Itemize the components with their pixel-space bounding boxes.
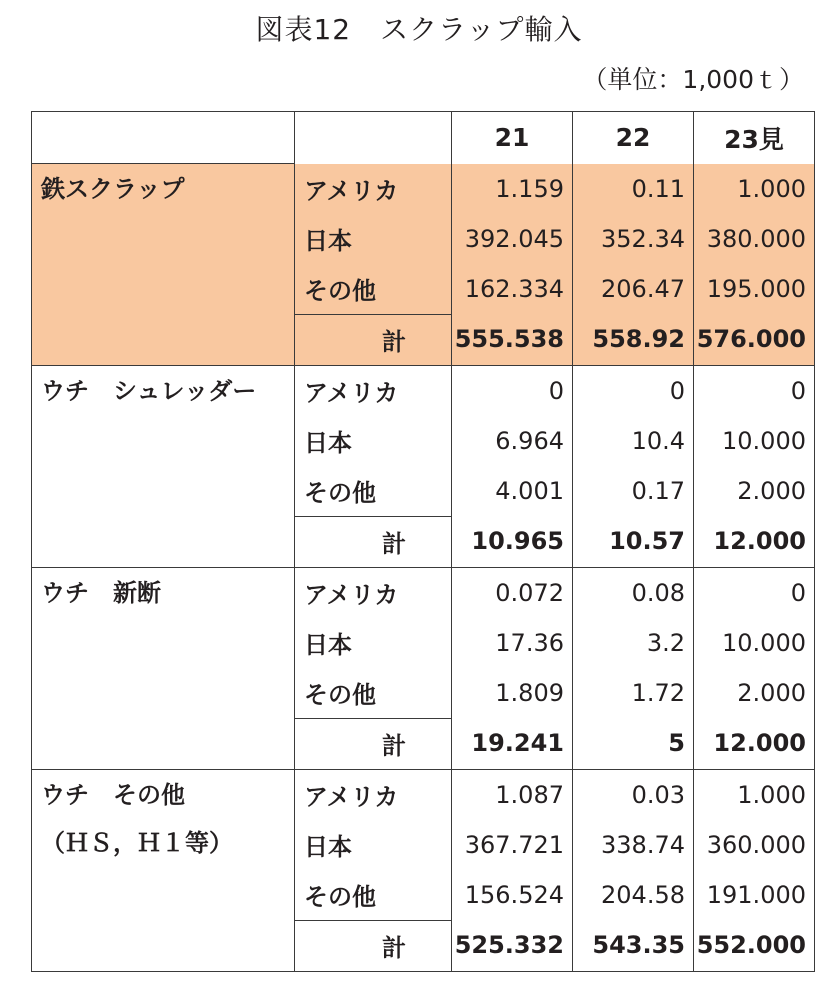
- value-cell: 352.34: [573, 214, 694, 264]
- value-cell: 380.000: [694, 214, 815, 264]
- value-cell: 10.000: [694, 618, 815, 668]
- value-cell: 204.58: [573, 870, 694, 921]
- category-label: ウチ シュレッダー: [41, 376, 257, 405]
- category-cell: [32, 164, 295, 366]
- table-row: [32, 769, 815, 820]
- table-row: [32, 164, 815, 214]
- value-cell: 4.001: [452, 466, 573, 517]
- total-label: 計: [295, 314, 452, 365]
- total-label: 計: [295, 516, 452, 567]
- category-cell: [32, 567, 295, 769]
- category-label: ウチ その他: [41, 780, 185, 809]
- total-label: 計: [295, 718, 452, 769]
- value-cell: 0: [573, 365, 694, 416]
- header-blank-cell: [295, 112, 452, 164]
- value-cell: 0.11: [573, 164, 694, 214]
- category-label-block: [32, 366, 294, 406]
- category-label-block: [32, 568, 294, 608]
- total-value-cell: 555.538: [452, 314, 573, 365]
- scrap-import-table: [31, 111, 815, 972]
- total-value-cell: 552.000: [694, 920, 815, 971]
- total-value-cell: 5: [573, 718, 694, 769]
- value-cell: 162.334: [452, 264, 573, 315]
- value-cell: 1.087: [452, 769, 573, 820]
- total-value-cell: 558.92: [573, 314, 694, 365]
- total-value-cell: 543.35: [573, 920, 694, 971]
- origin-label: その他: [295, 466, 452, 517]
- category-label: 鉄スクラップ: [41, 175, 185, 203]
- value-cell: 10.4: [573, 416, 694, 466]
- value-cell: 0: [694, 567, 815, 618]
- table-row: [32, 567, 815, 618]
- column-header: 23見: [694, 112, 815, 164]
- value-cell: 0: [452, 365, 573, 416]
- value-cell: 1.000: [694, 769, 815, 820]
- total-label: 計: [295, 920, 452, 971]
- total-value-cell: 525.332: [452, 920, 573, 971]
- value-cell: 1.809: [452, 668, 573, 719]
- total-value-cell: 10.965: [452, 516, 573, 567]
- value-cell: 360.000: [694, 820, 815, 870]
- category-label-line2: （ＨＳ，Ｈ１等）: [41, 828, 233, 857]
- value-cell: 191.000: [694, 870, 815, 921]
- value-cell: 0.08: [573, 567, 694, 618]
- column-header: 22: [573, 112, 694, 164]
- origin-label: その他: [295, 264, 452, 315]
- origin-label: その他: [295, 668, 452, 719]
- value-cell: 1.000: [694, 164, 815, 214]
- column-header: 21: [452, 112, 573, 164]
- total-value-cell: 19.241: [452, 718, 573, 769]
- table-row: [32, 365, 815, 416]
- origin-label: 日本: [295, 214, 452, 264]
- category-label: ウチ 新断: [41, 578, 161, 607]
- value-cell: 2.000: [694, 466, 815, 517]
- category-label-block: [32, 164, 294, 204]
- value-cell: 10.000: [694, 416, 815, 466]
- category-cell: [32, 769, 295, 971]
- unit-note: （単位：1,000ｔ）: [582, 65, 804, 94]
- page-title: 図表12 スクラップ輸入: [255, 13, 583, 46]
- value-cell: 338.74: [573, 820, 694, 870]
- origin-label: アメリカ: [295, 164, 452, 214]
- header-blank-cell: [32, 112, 295, 164]
- value-cell: 2.000: [694, 668, 815, 719]
- value-cell: 0.072: [452, 567, 573, 618]
- value-cell: 1.159: [452, 164, 573, 214]
- value-cell: 0: [694, 365, 815, 416]
- value-cell: 195.000: [694, 264, 815, 315]
- category-label-block: [32, 770, 294, 858]
- origin-label: 日本: [295, 618, 452, 668]
- origin-label: 日本: [295, 416, 452, 466]
- header-row: [32, 112, 815, 164]
- value-cell: 206.47: [573, 264, 694, 315]
- origin-label: 日本: [295, 820, 452, 870]
- origin-label: アメリカ: [295, 769, 452, 820]
- total-value-cell: 12.000: [694, 718, 815, 769]
- origin-label: アメリカ: [295, 365, 452, 416]
- value-cell: 0.03: [573, 769, 694, 820]
- category-cell: [32, 365, 295, 567]
- value-cell: 6.964: [452, 416, 573, 466]
- value-cell: 1.72: [573, 668, 694, 719]
- total-value-cell: 10.57: [573, 516, 694, 567]
- origin-label: その他: [295, 870, 452, 921]
- origin-label: アメリカ: [295, 567, 452, 618]
- value-cell: 367.721: [452, 820, 573, 870]
- value-cell: 3.2: [573, 618, 694, 668]
- total-value-cell: 12.000: [694, 516, 815, 567]
- value-cell: 392.045: [452, 214, 573, 264]
- value-cell: 156.524: [452, 870, 573, 921]
- value-cell: 0.17: [573, 466, 694, 517]
- value-cell: 17.36: [452, 618, 573, 668]
- total-value-cell: 576.000: [694, 314, 815, 365]
